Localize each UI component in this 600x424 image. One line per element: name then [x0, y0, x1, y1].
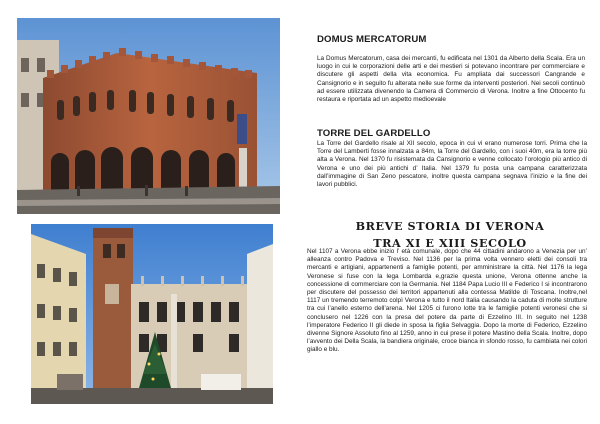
history-title-line1: BREVE STORIA DI VERONA: [355, 219, 545, 233]
history-title-line2: TRA XI E XIII SECOLO: [373, 236, 527, 250]
gardello-paragraph: La Torre del Gardello risale al XII secolo, epoca in cui vi erano numerose torri. Prima che la Torre del Lamberti fosse innalzata a 84m, la Torre del Gardello, con i suoi 40m, era la torre più alta a Verona. Nel 1370 fu risistemata da Cansignorio e venne collocato l’orologio più antico di Verona e uno dei più antichi d’ Italia. Nel 1379 fu posta una campana caratterizzata dall’immagine di San Zeno pescatore, inoltre questa campana segnava l’inizio e la fine dei lavori pubblici.: [317, 140, 587, 189]
history-paragraph: Nel 1107 a Verona ebbe inizio l’ età comunale, dopo che 44 cittadini andarono a Venezia per un’ alleanza contro Padova e Treviso. Nel 1136 per la prima volta vennero eletti dei consoli tra mercanti e artigiani, appartenenti a famiglie potenti, per amministrare la città. Nel 1176 la lega Veronese si fuse con la lega Lombarda e,grazie questa unione, Verona ottenne anche la concessione di commerciare con la Germania. Nel 1184 Papa Lucio III e Federico I si incontrarono per discutere del possesso dei territori appartenuti alla contessa Matilde di Toscana. Inoltre,nel 1117 un tremendo terremoto colpì Verona e tutto il nord Italia causando la caduta di molte strutture tra cui l’anello esterno dell’arena. Nel 1205 ci furono lotte tra le famiglie potenti veronesi che si conclusero nel 1226 con la presa del potere da parte di Ezzelino III. In seguito nel 1238 l’imperatore Federico II gli diede in sposa la figlia Selvaggia. Dopo la morte di Federico, Ezzelino divenne Signore Assoluto fino al 1259, anno in cui prese il potere Mastino della Scala. Inoltre, dopo l’avvento dei Della Scala, la bandiera originale, croce bianca in sfondo rosso, fu cambiata nei colori giallo e blu.: [307, 248, 587, 354]
torre-gardello-photo: [31, 224, 273, 404]
domus-paragraph: La Domus Mercatorum, casa dei mercanti, fu edificata nel 1301 da Alberto della Scala. Era un luogo in cui le corporazioni delle arti e dei mestieri si potevano incontrare per commerciare e discutere gli aspetti della vita economica. Fu ampliata dai successori Cangrande e Cansignorio e in seguito fu alterata nelle sue forme da interventi posteriori. Nei secoli continuò ad essere utilizzata divenendo la Camera di Commercio di Verona. Inoltre a fine Ottocento fu restaura e riportata ad un aspetto medioevale: [317, 55, 585, 104]
domus-mercatorum-photo: [17, 18, 280, 214]
gardello-title: TORRE DEL GARDELLO: [317, 128, 431, 139]
domus-title: DOMUS MERCATORUM: [317, 34, 427, 45]
